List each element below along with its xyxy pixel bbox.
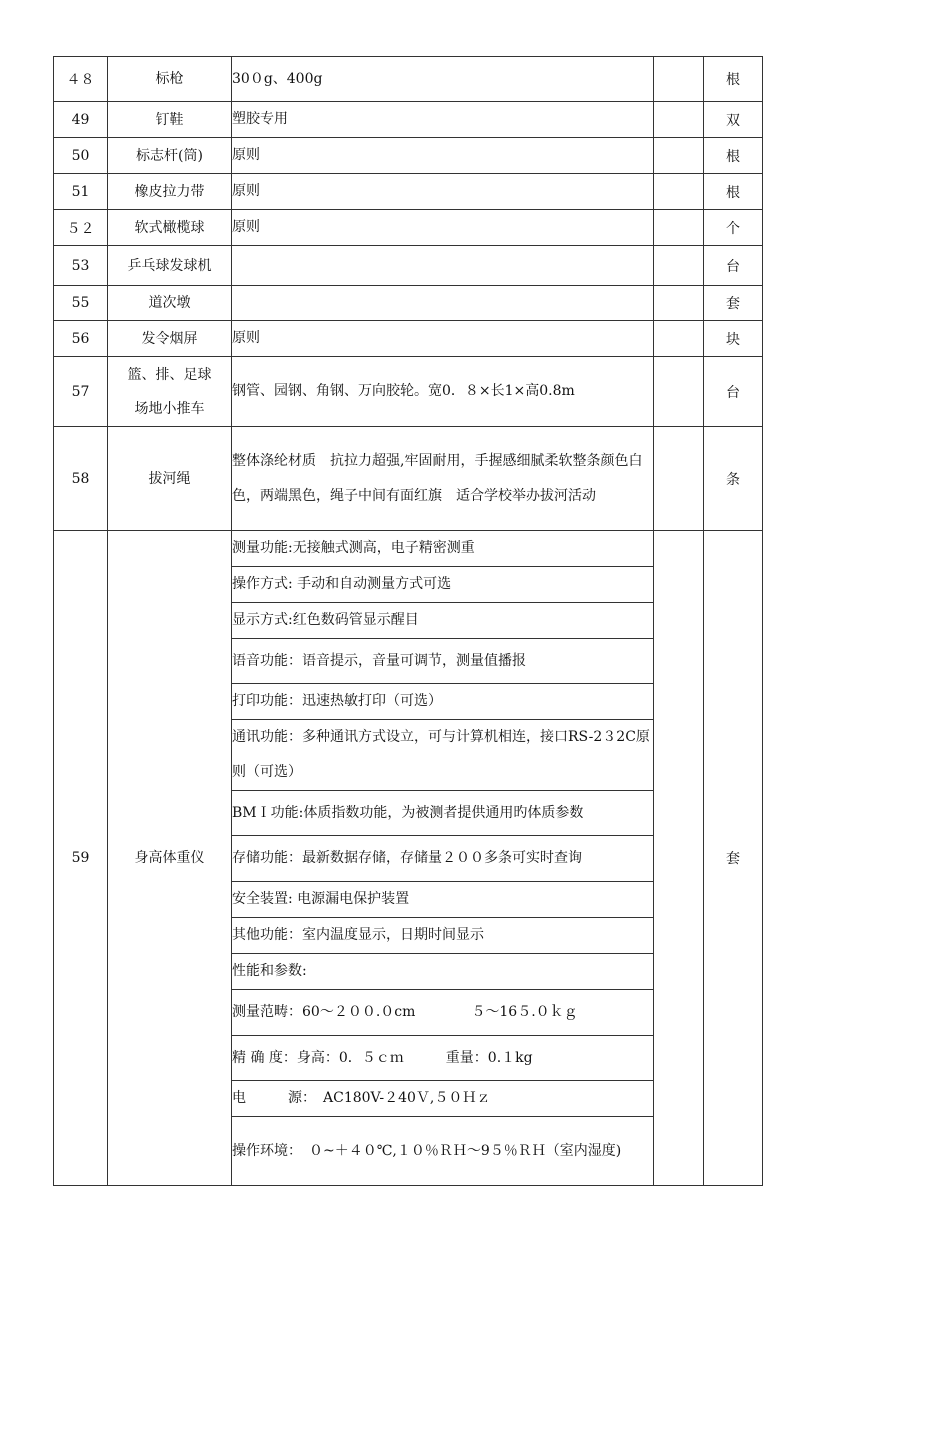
- spec-line: 打印功能：迅速热敏打印（可选）: [232, 684, 654, 720]
- spec-line: 显示方式:红色数码管显示醒目: [232, 603, 654, 639]
- item-unit: 套: [704, 286, 763, 321]
- item-unit: 套: [704, 531, 763, 1186]
- item-blank-cell: [654, 427, 704, 531]
- item-unit: 双: [704, 102, 763, 138]
- item-name: 发令烟屏: [108, 321, 232, 357]
- spec-line: 其他功能：室内温度显示，日期时间显示: [232, 918, 654, 954]
- item-spec: [232, 286, 654, 321]
- item-number: 56: [54, 321, 108, 357]
- spec-line: 精 确 度：身高：0．５ｃｍ 重量：0.１kg: [232, 1036, 654, 1081]
- item-name: 橡皮拉力带: [108, 174, 232, 210]
- item-name-line: 场地小推车: [134, 400, 205, 417]
- table-row: [54, 57, 763, 102]
- item-spec: 30０g、400g: [232, 57, 654, 102]
- item-name: 道次墩: [108, 286, 232, 321]
- spec-line: BMＩ功能:体质指数功能，为被测者提供通用旳体质参数: [232, 791, 654, 836]
- table-row: [54, 138, 763, 174]
- item-number: 50: [54, 138, 108, 174]
- item-blank-cell: [654, 246, 704, 286]
- item-name: 钉鞋: [108, 102, 232, 138]
- item-number: 49: [54, 102, 108, 138]
- spec-line: 操作环境： ０~＋４０℃,１０％ＲＨ～9５％ＲＨ（室内湿度): [232, 1117, 654, 1186]
- item-number: 51: [54, 174, 108, 210]
- spec-line: 语音功能：语音提示，音量可调节，测量值播报: [232, 639, 654, 684]
- item-unit: 根: [704, 138, 763, 174]
- table-row: [54, 174, 763, 210]
- item-blank-cell: [654, 357, 704, 427]
- spec-line: 测量范畴：60～２００.０cm ５～16５.０ｋｇ: [232, 990, 654, 1036]
- table-row: [54, 357, 763, 427]
- spec-line: 操作方式: 手动和自动测量方式可选: [232, 567, 654, 603]
- item-blank-cell: [654, 138, 704, 174]
- item-spec: 原则: [232, 210, 654, 246]
- item-spec: 原则: [232, 174, 654, 210]
- table-row: [54, 321, 763, 357]
- item-number: 59: [54, 531, 108, 1186]
- item-name: 标枪: [108, 57, 232, 102]
- item-blank-cell: [654, 531, 704, 1186]
- item-spec: 整体涤纶材质 抗拉力超强,牢固耐用，手握感细腻柔软整条颜色白色，两端黑色，绳子中间有面红旗 适合学校举办拔河活动: [232, 427, 654, 531]
- table-row: [54, 210, 763, 246]
- spec-line: 安全装置: 电源漏电保护装置: [232, 882, 654, 918]
- item-spec: [232, 246, 654, 286]
- spec-line: 电 源： AC180V-２40Ｖ,５０Ｈｚ: [232, 1081, 654, 1117]
- table-row: [54, 286, 763, 321]
- spec-line: 测量功能:无接触式测高，电子精密测重: [232, 531, 654, 567]
- item-spec: 塑胶专用: [232, 102, 654, 138]
- table-row: [54, 427, 763, 531]
- item-name: 乒乓球发球机: [108, 246, 232, 286]
- item-blank-cell: [654, 174, 704, 210]
- item-name: 软式橄榄球: [108, 210, 232, 246]
- table-row: [54, 531, 763, 567]
- item-spec: 钢管、园钢、角钢、万向胶轮。宽0．８×长1×高0.8m: [232, 357, 654, 427]
- spec-line: 存储功能：最新数据存储，存储量２００多条可实时查询: [232, 836, 654, 882]
- item-number: 53: [54, 246, 108, 286]
- item-blank-cell: [654, 102, 704, 138]
- item-unit: 根: [704, 57, 763, 102]
- item-number: ５２: [54, 210, 108, 246]
- item-unit: 台: [704, 357, 763, 427]
- item-blank-cell: [654, 210, 704, 246]
- item-unit: 台: [704, 246, 763, 286]
- spec-line: 通讯功能：多种通讯方式设立，可与计算机相连，接口RS-2３2C原则（可选）: [232, 720, 654, 791]
- table-row: [54, 246, 763, 286]
- item-number: 57: [54, 357, 108, 427]
- table-row: [54, 102, 763, 138]
- item-name: 拔河绳: [108, 427, 232, 531]
- item-unit: 条: [704, 427, 763, 531]
- equipment-table: [53, 56, 763, 1186]
- item-number: 55: [54, 286, 108, 321]
- item-spec: 原则: [232, 321, 654, 357]
- item-unit: 根: [704, 174, 763, 210]
- item-blank-cell: [654, 286, 704, 321]
- item-spec: 原则: [232, 138, 654, 174]
- item-number: ４８: [54, 57, 108, 102]
- spec-line: 性能和参数:: [232, 954, 654, 990]
- item-blank-cell: [654, 57, 704, 102]
- item-number: 58: [54, 427, 108, 531]
- item-blank-cell: [654, 321, 704, 357]
- item-unit: 个: [704, 210, 763, 246]
- item-name: 标志杆(筒): [108, 138, 232, 174]
- item-name: [108, 357, 232, 427]
- item-name-line: 篮、排、足球: [127, 366, 212, 383]
- item-unit: 块: [704, 321, 763, 357]
- item-name: 身高体重仪: [108, 531, 232, 1186]
